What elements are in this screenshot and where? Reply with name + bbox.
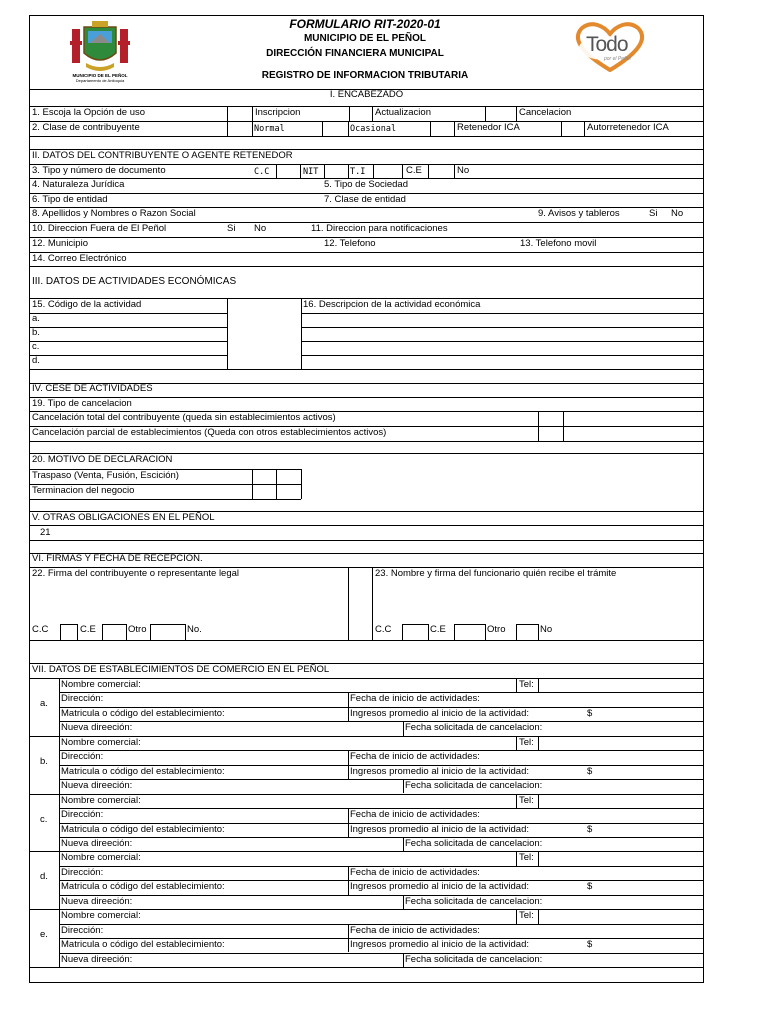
signer-number-label: No. — [187, 624, 202, 635]
receiver-cc-label: C.C — [375, 624, 392, 635]
field-8-label: 8. Apellidos y Nombres o Razon Social — [32, 208, 196, 219]
ingresos-currency: $ — [587, 823, 593, 835]
nueva-direccion-label: Nueva direeción: — [61, 837, 133, 849]
logo-text: Todo — [586, 33, 628, 56]
option-ocasional[interactable]: Ocasional — [350, 124, 397, 134]
receiver-ce-label: C.E — [430, 624, 446, 635]
doc-type-nit[interactable]: NIT — [303, 167, 319, 177]
field-3-label: 3. Tipo y número de documento — [32, 165, 166, 176]
ingresos-currency: $ — [587, 939, 593, 951]
doc-type-ti[interactable]: T.I — [350, 167, 366, 177]
financial-direction: DIRECCIÓN FINANCIERA MUNICIPAL — [266, 48, 444, 59]
logo-slogan: por el Peñol — [604, 56, 631, 62]
doc-type-ce[interactable]: C.E — [406, 165, 422, 176]
nombre-comercial-label: Nombre comercial: — [61, 852, 141, 864]
option-actualizacion[interactable]: Actualizacion — [375, 107, 431, 118]
section-3-title: III. DATOS DE ACTIVIDADES ECONÓMICAS — [32, 276, 237, 287]
field-15-label: 15. Código de la actividad — [32, 299, 142, 310]
registry-title: REGISTRO DE INFORMACION TRIBUTARIA — [261, 70, 469, 81]
option-inscripcion[interactable]: Inscripcion — [255, 107, 301, 118]
section-7-title: VII. DATOS DE ESTABLECIMIENTOS DE COMERCIO EN EL PEÑOL — [32, 664, 330, 675]
field-12-label: 12. Municipio — [32, 238, 88, 249]
matricula-label: Matricula o código del establecimiento: — [61, 881, 225, 893]
cancel-total-label: Cancelación total del contribuyente (queda sin establecimientos activos) — [32, 412, 336, 423]
section-4-title: IV. CESE DE ACTIVIDADES — [32, 383, 153, 394]
field-10-label: 10. Direccion Fuera de El Peñol — [32, 223, 167, 234]
fecha-cancelacion-label: Fecha solicitada de cancelacion: — [405, 953, 543, 965]
form-title: FORMULARIO RIT-2020-01 — [289, 17, 441, 31]
option-retenedor-ica[interactable]: Retenedor ICA — [457, 122, 520, 133]
ingresos-label: Ingresos promedio al inicio de la actividad: — [350, 881, 530, 893]
direccion-label: Dirección: — [61, 693, 104, 705]
establishment-letter: c. — [40, 813, 48, 825]
nombre-comercial-label: Nombre comercial: — [61, 910, 141, 922]
field-22-label: 22. Firma del contribuyente o representante legal — [32, 568, 240, 579]
matricula-label: Matricula o código del establecimiento: — [61, 823, 225, 835]
activity-row-b: b. — [32, 327, 40, 338]
ingresos-currency: $ — [587, 765, 593, 777]
ingresos-currency: $ — [587, 707, 593, 719]
fecha-inicio-label: Fecha de inicio de actividades: — [350, 693, 480, 705]
field-23-label: 23. Nombre y firma del funcionario quién recibe el trámite — [375, 568, 617, 579]
fecha-inicio-label: Fecha de inicio de actividades: — [350, 809, 480, 820]
nombre-comercial-label: Nombre comercial: — [61, 679, 141, 690]
municipal-coat-of-arms-logo — [70, 19, 130, 75]
activity-row-a: a. — [32, 313, 40, 324]
ingresos-label: Ingresos promedio al inicio de la actividad: — [350, 765, 530, 777]
ingresos-label: Ingresos promedio al inicio de la actividad: — [350, 939, 530, 951]
tax-registration-form — [29, 15, 704, 983]
field-16-label: 16. Descripcion de la actividad económica — [303, 299, 481, 310]
option-normal[interactable]: Normal — [254, 124, 285, 134]
fecha-inicio-label: Fecha de inicio de actividades: — [350, 751, 480, 763]
direccion-label: Dirección: — [61, 866, 104, 878]
fecha-cancelacion-label: Fecha solicitada de cancelacion: — [405, 780, 543, 792]
fecha-cancelacion-label: Fecha solicitada de cancelacion: — [405, 895, 543, 907]
motivo-terminacion: Terminacion del negocio — [32, 485, 135, 496]
nombre-comercial-label: Nombre comercial: — [61, 736, 141, 748]
field-11-label: 11. Direccion para notificaciones — [311, 223, 448, 234]
tel-label: Tel: — [519, 736, 534, 748]
field-4-label: 4. Naturaleza Jurídica — [32, 179, 125, 190]
field-14-label: 14. Correo Electrónico — [32, 253, 127, 264]
ingresos-currency: $ — [587, 881, 593, 893]
nueva-direccion-label: Nueva direeción: — [61, 722, 133, 734]
signer-ce-label: C.E — [80, 624, 96, 635]
tel-label: Tel: — [519, 679, 534, 690]
doc-type-cc[interactable]: C.C — [254, 167, 270, 177]
direccion-label: Dirección: — [61, 924, 104, 936]
nueva-direccion-label: Nueva direeción: — [61, 780, 133, 792]
municipality-name: MUNICIPIO DE EL PEÑOL — [303, 33, 427, 44]
field-2-label: 2. Clase de contribuyente — [32, 122, 140, 133]
avisos-si[interactable]: Si — [649, 208, 658, 219]
nueva-direccion-label: Nueva direeción: — [61, 953, 133, 965]
logo-subcaption: Departamento de Antioquia — [75, 78, 125, 83]
field-1-label: 1. Escoja la Opción de uso — [32, 107, 146, 118]
option-cancelacion[interactable]: Cancelacion — [519, 107, 572, 118]
receiver-number-label: No — [540, 624, 553, 635]
tel-label: Tel: — [519, 794, 534, 806]
ingresos-label: Ingresos promedio al inicio de la actividad: — [350, 707, 530, 719]
avisos-no[interactable]: No — [671, 208, 684, 219]
logo-caption: MUNICIPIO DE EL PEÑOL — [72, 73, 128, 78]
direccion-label: Dirección: — [61, 751, 104, 763]
field-12b-label: 12. Telefono — [324, 238, 376, 249]
field-19-label: 19. Tipo de cancelacion — [32, 398, 132, 409]
establishment-letter: b. — [40, 755, 48, 767]
field-21-label: 21 — [40, 527, 51, 538]
matricula-label: Matricula o código del establecimiento: — [61, 939, 225, 951]
field-5-label: 5. Tipo de Sociedad — [324, 179, 408, 190]
cancel-parcial-label: Cancelación parcial de establecimientos (Queda con otros establecimientos activos) — [32, 427, 387, 438]
field-7-label: 7. Clase de entidad — [324, 194, 406, 205]
direccion-fuera-no[interactable]: No — [254, 223, 267, 234]
nombre-comercial-label: Nombre comercial: — [61, 794, 141, 806]
activity-row-c: c. — [32, 341, 40, 352]
signer-otro-label: Otro — [128, 624, 147, 635]
fecha-inicio-label: Fecha de inicio de actividades: — [350, 924, 480, 936]
section-1-title: I. ENCABEZADO — [329, 89, 404, 100]
nueva-direccion-label: Nueva direeción: — [61, 895, 133, 907]
fecha-cancelacion-label: Fecha solicitada de cancelacion: — [405, 837, 543, 849]
fecha-cancelacion-label: Fecha solicitada de cancelacion: — [405, 722, 543, 734]
section-5-title: V. OTRAS OBLIGACIONES EN EL PEÑOL — [32, 512, 215, 523]
fecha-inicio-label: Fecha de inicio de actividades: — [350, 866, 480, 878]
establishment-letter: a. — [40, 698, 48, 709]
field-13-label: 13. Telefono movil — [520, 238, 597, 249]
option-autorretenedor-ica[interactable]: Autorretenedor ICA — [587, 122, 669, 133]
ingresos-label: Ingresos promedio al inicio de la actividad: — [350, 823, 530, 835]
field-20-title: 20. MOTIVO DE DECLARACION — [32, 454, 173, 465]
establishment-letter: e. — [40, 929, 48, 941]
matricula-label: Matricula o código del establecimiento: — [61, 765, 225, 777]
tel-label: Tel: — [519, 910, 534, 922]
tel-label: Tel: — [519, 852, 534, 864]
matricula-label: Matricula o código del establecimiento: — [61, 707, 225, 719]
activity-row-d: d. — [32, 355, 40, 366]
section-2-title: II. DATOS DEL CONTRIBUYENTE O AGENTE RETENEDOR — [32, 150, 293, 161]
section-6-title: VI. FIRMAS Y FECHA DE RECEPCION. — [32, 553, 203, 564]
signer-cc-label: C.C — [32, 624, 49, 635]
field-9-label: 9. Avisos y tableros — [538, 208, 620, 219]
direccion-fuera-si[interactable]: Si — [227, 223, 236, 234]
field-6-label: 6. Tipo de entidad — [32, 194, 108, 205]
receiver-otro-label: Otro — [487, 624, 506, 635]
establishment-letter: d. — [40, 871, 48, 883]
motivo-traspaso: Traspaso (Venta, Fusión, Escición) — [32, 470, 179, 481]
doc-number-label: No — [457, 165, 470, 176]
direccion-label: Dirección: — [61, 809, 104, 820]
